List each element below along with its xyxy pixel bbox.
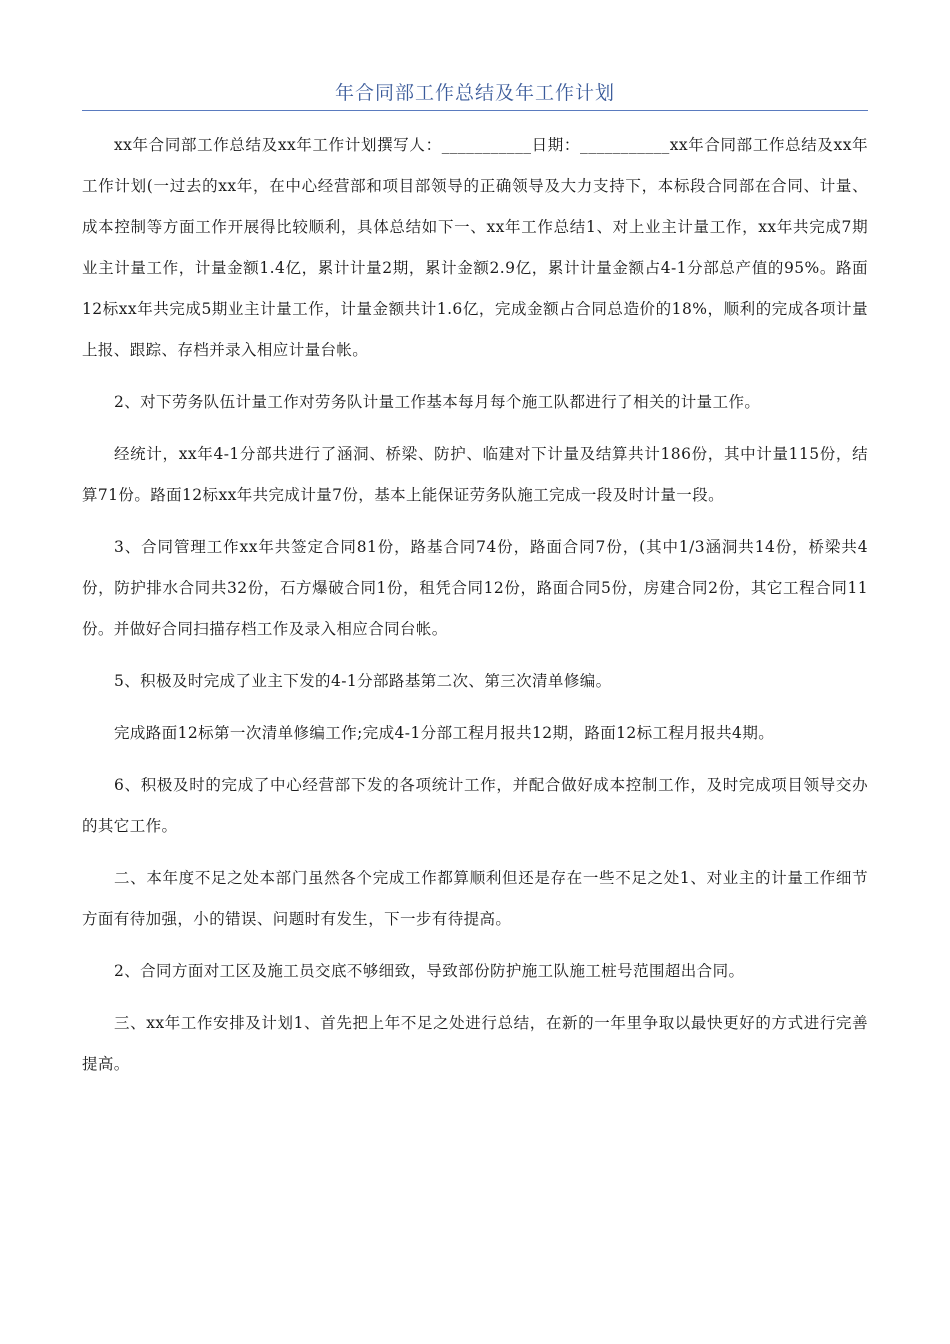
paragraph: xx年合同部工作总结及xx年工作计划撰写人：___________日期：___________xx年合同部工作总结及xx年工作计划(一过去的xx年，在中心经营部和项目部领导的正确领导及大力支持下，本标段合同部在合同、计量、成本控制等方面工作开展得比较顺利，具体总结如下一、xx年工作总结1、对上业主计量工作，xx年共完成7期业主计量工作，计量金额1.4亿，累计计量2期，累计金额2.9亿，累计计量金额占4-1分部总产值的95%。路面12标xx年共完成5期业主计量工作，计量金额共计1.6亿，完成金额占合同总造价的18%，顺利的完成各项计量上报、跟踪、存档并录入相应计量台帐。 xyxy=(82,136,868,359)
paragraph: 3、合同管理工作xx年共签定合同81份，路基合同74份，路面合同7份，(其中1/3涵洞共14份，桥梁共4份，防护排水合同共32份，石方爆破合同1份，租凭合同12份，路面合同5份，房建合同2份，其它工程合同11份。并做好合同扫描存档工作及录入相应合同台帐。 xyxy=(82,538,868,638)
document-title: 年合同部工作总结及年工作计划 xyxy=(334,82,615,104)
paragraph: 经统计，xx年4-1分部共进行了涵洞、桥梁、防护、临建对下计量及结算共计186份，其中计量115份，结算71份。路面12标xx年共完成计量7份，基本上能保证劳务队施工完成一段及时计量一段。 xyxy=(82,445,868,504)
paragraph: 2、对下劳务队伍计量工作对劳务队计量工作基本每月每个施工队都进行了相关的计量工作。 xyxy=(114,393,761,411)
document-page xyxy=(82,78,868,1096)
paragraph: 二、本年度不足之处本部门虽然各个完成工作都算顺利但还是存在一些不足之处1、对业主的计量工作细节方面有待加强，小的错误、问题时有发生，下一步有待提高。 xyxy=(82,869,868,928)
paragraph: 三、xx年工作安排及计划1、首先把上年不足之处进行总结，在新的一年里争取以最快更好的方式进行完善提高。 xyxy=(82,1014,868,1073)
paragraph: 完成路面12标第一次清单修编工作;完成4-1分部工程月报共12期，路面12标工程月报共4期。 xyxy=(114,724,775,742)
title-underline xyxy=(82,110,868,111)
paragraph: 5、积极及时完成了业主下发的4-1分部路基第二次、第三次清单修编。 xyxy=(114,672,612,690)
paragraph: 6、积极及时的完成了中心经营部下发的各项统计工作，并配合做好成本控制工作，及时完成项目领导交办的其它工作。 xyxy=(82,776,868,835)
paragraph: 2、合同方面对工区及施工员交底不够细致，导致部份防护施工队施工桩号范围超出合同。 xyxy=(114,962,745,980)
